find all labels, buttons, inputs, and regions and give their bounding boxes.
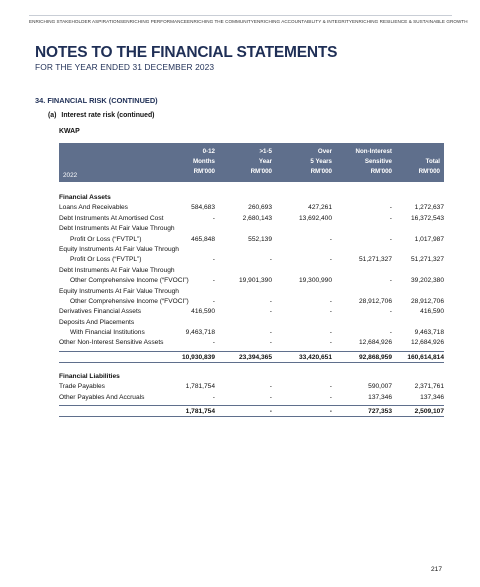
total-row-liabilities	[59, 405, 444, 417]
nav-item-stakeholder[interactable]: ENRICHING STAKEHOLDER ASPIRATIONS	[29, 19, 124, 24]
table-row	[59, 255, 444, 265]
header-col-line: Sensitive	[364, 158, 392, 165]
header-col-line: RM'000	[418, 168, 440, 175]
table-row	[59, 203, 444, 213]
header-col-line	[380, 147, 440, 157]
row-value: -	[212, 256, 215, 264]
header-col-line: RM'000	[310, 168, 332, 175]
row-value: 13,692,400	[298, 214, 332, 222]
section-label: Financial Liabilities	[59, 372, 120, 380]
section-row	[59, 193, 444, 203]
row-value: 1,017,987	[414, 235, 444, 243]
nav-item-performance[interactable]: ENRICHING PERFORMANCE	[123, 19, 187, 24]
row-value: 590,007	[368, 383, 392, 391]
table-row	[59, 297, 444, 307]
row-value: 416,590	[420, 308, 444, 316]
row-value: -	[269, 383, 272, 391]
row-label: Equity Instruments At Fair Value Through	[59, 245, 179, 253]
row-value: -	[389, 329, 392, 337]
nav-item-community[interactable]: ENRICHING THE COMMUNITY	[186, 19, 254, 24]
table-row	[59, 266, 444, 276]
nav-item-resilience[interactable]: ENRICHING RESILIENCE & SUSTAINABLE GROWTH	[352, 19, 468, 24]
row-value: 9,463,718	[414, 329, 444, 337]
row-label: Derivatives Financial Assets	[59, 308, 142, 316]
row-value: 19,901,390	[238, 277, 272, 285]
row-value: -	[269, 308, 272, 316]
row-value: -	[329, 256, 332, 264]
total-cell: 23,394,365	[238, 353, 272, 361]
row-value: -	[329, 383, 332, 391]
row-value: 465,848	[191, 235, 215, 243]
total-cell: 160,614,814	[407, 353, 444, 361]
row-value: -	[212, 339, 215, 347]
total-cell: 10,930,839	[181, 353, 215, 361]
header-col-line: RM'000	[250, 168, 272, 175]
total-cell: 1,781,754	[185, 408, 215, 416]
row-value: 2,371,761	[414, 383, 444, 391]
table-row	[59, 318, 444, 328]
header-col-total	[380, 147, 440, 177]
row-value: 137,346	[420, 393, 444, 401]
section-heading: 34. FINANCIAL RISK (CONTINUED)	[35, 96, 158, 105]
row-value: 584,683	[191, 204, 215, 212]
row-value: -	[329, 235, 332, 243]
row-value: 16,372,543	[410, 214, 444, 222]
row-label: Profit Or Loss (“FVTPL”)	[70, 235, 142, 243]
row-label: Profit Or Loss (“FVTPL”)	[70, 256, 142, 264]
header-year: 2022	[63, 172, 78, 179]
row-value: -	[329, 339, 332, 347]
header-col-line: RM'000	[193, 168, 215, 175]
row-value: 2,680,143	[242, 214, 272, 222]
row-label: Other Non-Interest Sensitive Assets	[59, 339, 164, 347]
row-label: Debt Instruments At Fair Value Through	[59, 266, 175, 274]
subsection-title: Interest rate risk (continued)	[61, 112, 155, 119]
subsection-number: (a)	[48, 112, 57, 119]
row-label: Loans And Receivables	[59, 204, 128, 212]
row-value: 9,463,718	[185, 329, 215, 337]
total-cell: 33,420,651	[298, 353, 332, 361]
row-value: -	[329, 308, 332, 316]
row-value: -	[269, 339, 272, 347]
row-value: -	[389, 277, 392, 285]
row-value: -	[329, 329, 332, 337]
table-row	[59, 382, 444, 392]
row-value: 1,781,754	[185, 383, 215, 391]
row-value: 137,346	[368, 393, 392, 401]
row-value: 416,590	[191, 308, 215, 316]
interest-rate-risk-table	[59, 184, 444, 417]
row-value: -	[212, 277, 215, 285]
row-value: -	[389, 308, 392, 316]
table-header	[59, 143, 444, 182]
row-value: -	[269, 393, 272, 401]
table-row	[59, 328, 444, 338]
header-col-0-12-months	[155, 147, 215, 177]
row-value: 19,300,990	[298, 277, 332, 285]
row-value: 552,139	[248, 235, 272, 243]
table-row	[59, 287, 444, 297]
row-value: -	[389, 235, 392, 243]
row-label: Equity Instruments At Fair Value Through	[59, 287, 179, 295]
row-value: -	[269, 329, 272, 337]
header-col-line: 0-12	[202, 148, 215, 155]
row-value: -	[329, 297, 332, 305]
total-cell: 727,353	[368, 408, 392, 416]
total-cell: -	[269, 408, 272, 416]
table-row	[59, 214, 444, 224]
header-col-over-5-years	[272, 147, 332, 177]
row-value: -	[389, 204, 392, 212]
row-value: 39,202,380	[410, 277, 444, 285]
row-value: -	[389, 214, 392, 222]
total-cell: -	[329, 408, 332, 416]
total-cell: 92,868,959	[358, 353, 392, 361]
row-value: 28,912,706	[358, 297, 392, 305]
page-subtitle: FOR THE YEAR ENDED 31 DECEMBER 2023	[35, 62, 215, 72]
nav-item-accountability[interactable]: ENRICHING ACCOUNTABILITY & INTEGRITY	[253, 19, 353, 24]
row-value: 12,684,926	[358, 339, 392, 347]
row-value: 28,912,706	[410, 297, 444, 305]
table-row	[59, 224, 444, 234]
header-col-line: RM'000	[370, 168, 392, 175]
row-value: -	[269, 297, 272, 305]
row-value: 260,693	[248, 204, 272, 212]
row-label: Debt Instruments At Fair Value Through	[59, 225, 175, 233]
total-row-assets	[59, 351, 444, 363]
top-navigation	[29, 15, 468, 24]
page-number: 217	[431, 566, 443, 573]
header-col-line: Total	[425, 158, 440, 165]
header-col-line: Over	[317, 148, 332, 155]
total-cell: 2,509,107	[414, 408, 444, 416]
entity-label: KWAP	[59, 128, 80, 135]
page-title: NOTES TO THE FINANCIAL STATEMENTS	[35, 44, 338, 61]
header-col-line: Months	[193, 158, 215, 165]
row-value: 12,684,926	[410, 339, 444, 347]
row-value: -	[329, 393, 332, 401]
header-col-1-5-year	[212, 147, 272, 177]
row-value: 427,261	[308, 204, 332, 212]
header-col-line: >1-5	[259, 148, 272, 155]
table-row	[59, 307, 444, 317]
table-row	[59, 393, 444, 403]
header-col-line: Year	[258, 158, 272, 165]
row-value: 51,271,327	[358, 256, 392, 264]
row-label: Other Comprehensive Income (“FVOCI”)	[70, 297, 189, 305]
table-row	[59, 338, 444, 348]
section-row	[59, 372, 444, 382]
row-value: -	[212, 214, 215, 222]
row-label: With Financial Institutions	[70, 329, 145, 337]
row-label: Other Payables And Accruals	[59, 393, 145, 401]
row-value: -	[212, 297, 215, 305]
row-value: 1,272,637	[414, 204, 444, 212]
header-col-line: Non-Interest	[355, 148, 392, 155]
row-label: Debt Instruments At Amortised Cost	[59, 214, 164, 222]
section-label: Financial Assets	[59, 194, 111, 201]
row-value: -	[212, 393, 215, 401]
header-col-line: 5 Years	[310, 158, 332, 165]
row-value: -	[269, 256, 272, 264]
subsection-heading	[48, 112, 154, 119]
row-label: Deposits And Placements	[59, 318, 135, 326]
table-row	[59, 245, 444, 255]
table-row	[59, 235, 444, 245]
row-label: Trade Payables	[59, 383, 105, 391]
table-row	[59, 276, 444, 286]
row-value: 51,271,327	[410, 256, 444, 264]
row-label: Other Comprehensive Income (“FVOCI”)	[70, 277, 189, 285]
